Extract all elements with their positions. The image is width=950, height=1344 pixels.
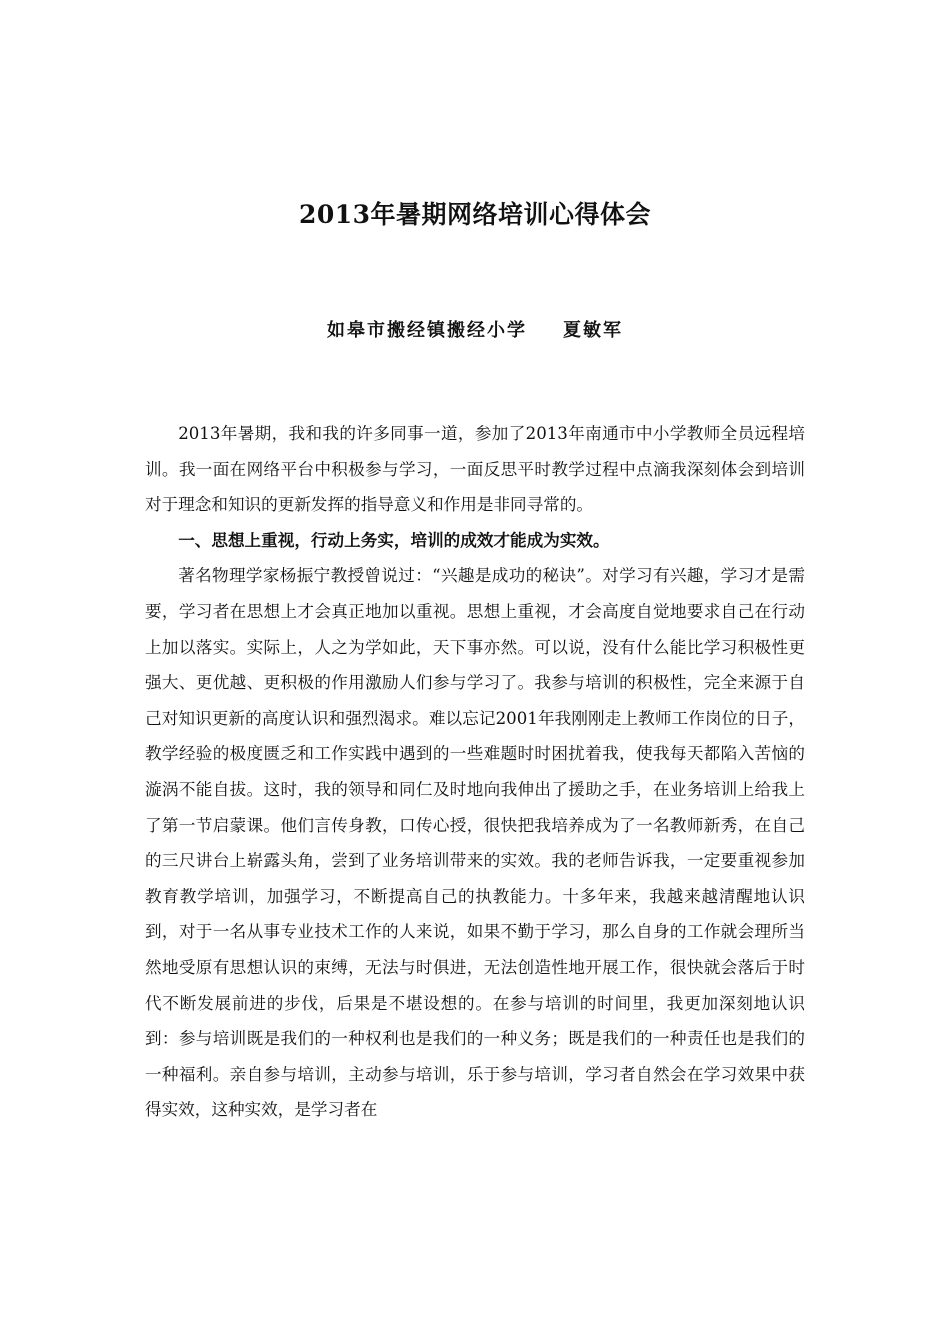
author-school: 如皋市搬经镇搬经小学 xyxy=(327,320,527,341)
paragraph-section-1: 著名物理学家杨振宁教授曾说过：“兴趣是成功的秘诀”。对学习有兴趣，学习才是需要，学习者在思想上才会真正地加以重视。思想上重视，才会高度自觉地要求自己在行动上加以落实。实际上，人之为学如此，天下事亦然。可以说，没有什么能比学习积极性更强大、更优越、更积极的作用激励人们参与学习了。我参与培训的积极性，完全来源于自己对知识更新的高度认识和强烈渴求。难以忘记2001年我刚刚走上教师工作岗位的日子，教学经验的极度匮乏和工作实践中遇到的一些难题时时困扰着我，使我每天都陷入苦恼的漩涡不能自拔。这时，我的领导和同仁及时地向我伸出了援助之手，在业务培训上给我上了第一节启蒙课。他们言传身教，口传心授，很快把我培养成为了一名教师新秀，在自己的三尺讲台上崭露头角，尝到了业务培训带来的实效。我的老师告诉我，一定要重视参加教育教学培训，加强学习，不断提高自己的执教能力。十多年来，我越来越清醒地认识到，对于一名从事专业技术工作的人来说，如果不勤于学习，那么自身的工作就会理所当然地受原有思想认识的束缚，无法与时俱进，无法创造性地开展工作，很快就会落后于时代不断发展前进的步伐，后果是不堪设想的。在参与培训的时间里，我更加深刻地认识到：参与培训既是我们的一种权利也是我们的一种义务；既是我们的一种责任也是我们的一种福利。亲自参与培训，主动参与培训，乐于参与培训，学习者自然会在学习效果中获得实效，这种实效，是学习者在 xyxy=(145,566,805,1120)
author-line xyxy=(0,313,950,349)
paragraph-intro: 2013年暑期，我和我的许多同事一道，参加了2013年南通市中小学教师全员远程培训。我一面在网络平台中积极参与学习，一面反思平时教学过程中点滴我深刻体会到培训对于理念和知识的更新发挥的指导意义和作用是非同寻常的。 xyxy=(145,424,805,515)
document-title: 2013年暑期网络培训心得体会 xyxy=(298,200,652,229)
section-heading-1: 一、思想上重视，行动上务实，培训的成效才能成为实效。 xyxy=(178,530,610,550)
document-body xyxy=(145,416,805,1128)
author-name: 夏敏军 xyxy=(563,320,623,341)
